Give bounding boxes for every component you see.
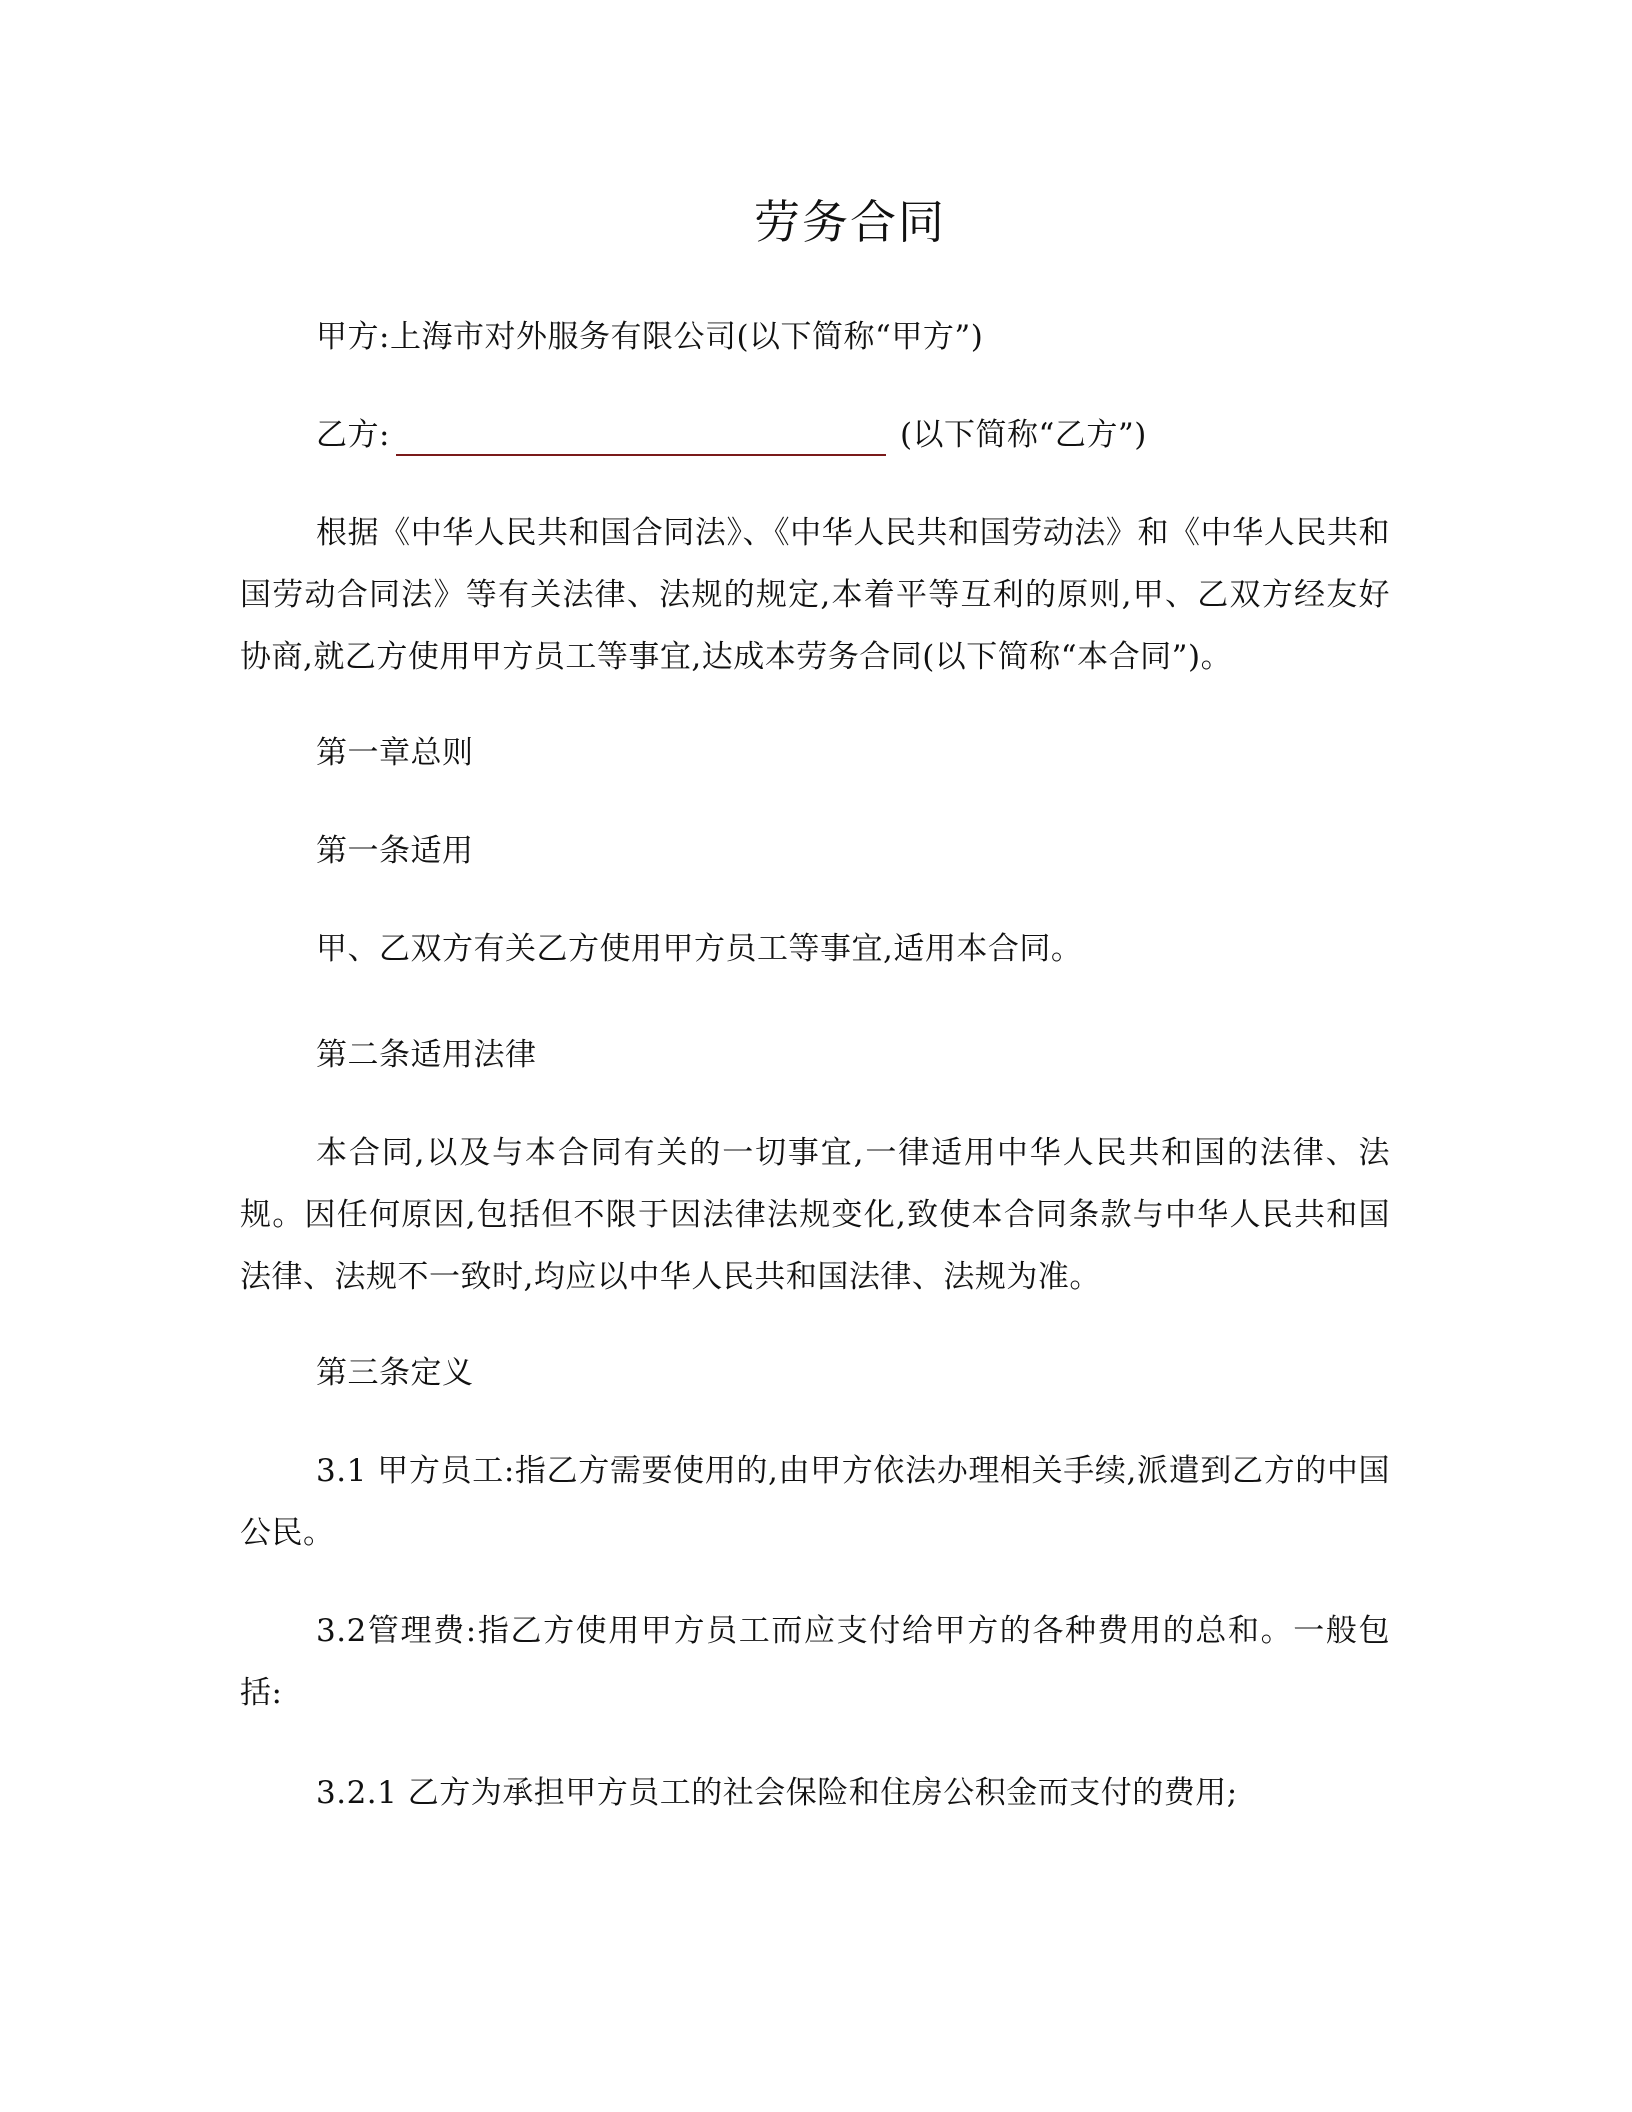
document-title: 劳务合同	[754, 195, 946, 249]
party-b-suffix: (以下简称“乙方”)	[899, 417, 1147, 453]
party-a-line: 甲方:上海市对外服务有限公司(以下简称“甲方”)	[316, 319, 984, 355]
definition-3-2-1: 3.2.1 乙方为承担甲方员工的社会保险和住房公积金而支付的费用;	[316, 1775, 1238, 1811]
article-1-body: 甲、乙双方有关乙方使用甲方员工等事宜,适用本合同。	[316, 931, 1083, 967]
party-b-line	[316, 404, 1147, 466]
preamble-paragraph: 根据《中华人民共和国合同法》、《中华人民共和国劳动法》和《中华人民共和国劳动合同法》等有关法律、法规的规定,本着平等互利的原则,甲、乙双方经友好协商,就乙方使用甲方员工等事宜,达成本劳务合同(以下简称“本合同”)。	[240, 515, 1390, 675]
party-b-blank-field	[396, 420, 886, 456]
article-2-heading: 第二条适用法律	[316, 1037, 537, 1073]
article-1-heading: 第一条适用	[316, 833, 474, 869]
definition-3-2: 3.2管理费:指乙方使用甲方员工而应支付给甲方的各种费用的总和。一般包括:	[240, 1613, 1390, 1711]
definition-3-1: 3.1 甲方员工:指乙方需要使用的,由甲方依法办理相关手续,派遣到乙方的中国公民。	[240, 1453, 1390, 1551]
article-3-heading: 第三条定义	[316, 1355, 474, 1391]
article-2-body: 本合同,以及与本合同有关的一切事宜,一律适用中华人民共和国的法律、法规。因任何原因,包括但不限于因法律法规变化,致使本合同条款与中华人民共和国法律、法规不一致时,均应以中华人民共和国法律、法规为准。	[240, 1135, 1390, 1295]
chapter-1-heading: 第一章总则	[316, 735, 474, 771]
party-b-label: 乙方:	[316, 417, 390, 453]
